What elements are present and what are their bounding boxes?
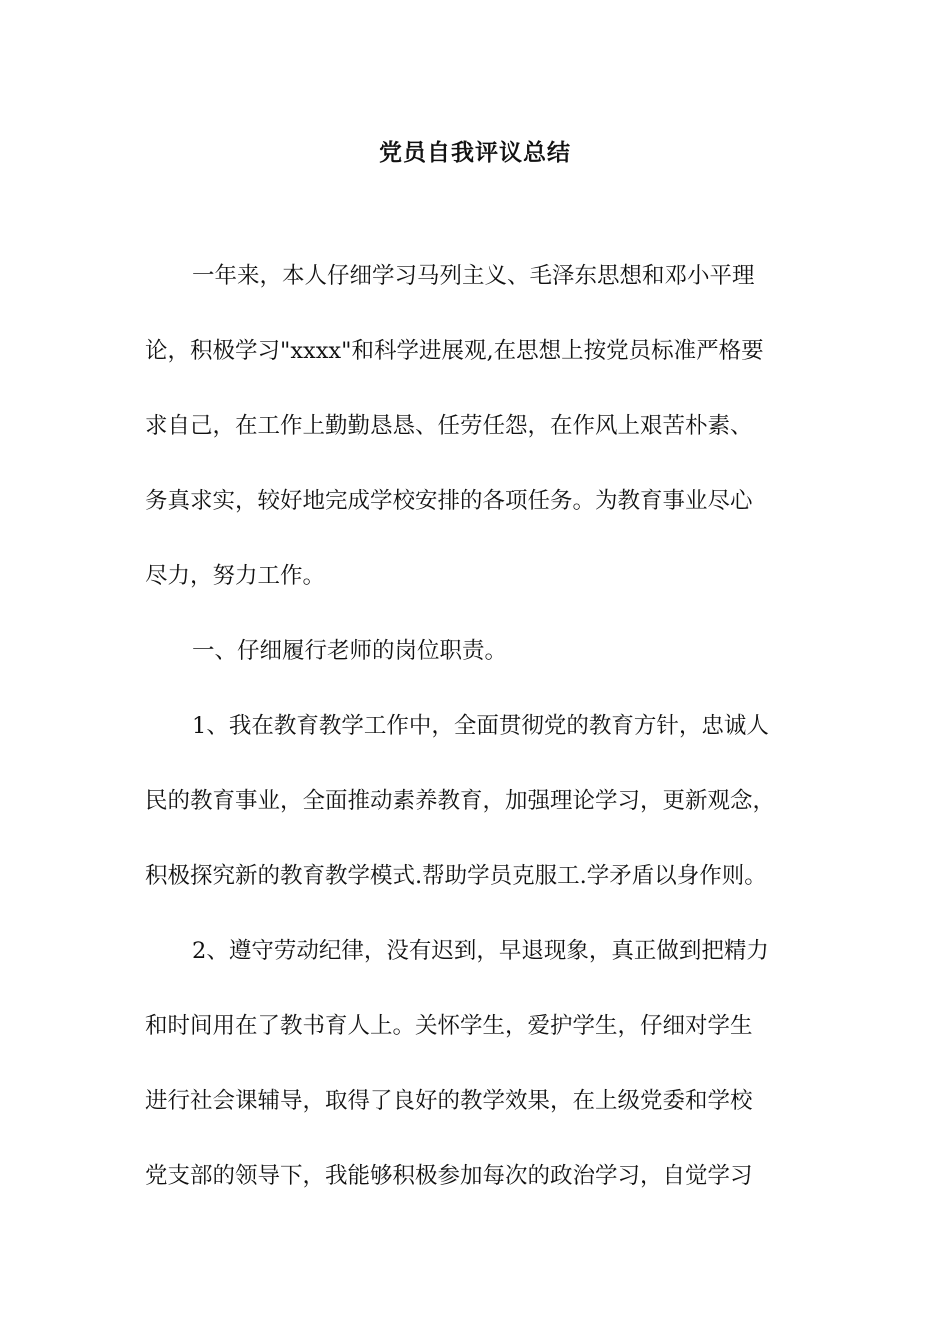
document-body — [145, 254, 825, 1229]
paragraph-line: 论，积极学习"xxxx"和科学进展观,在思想上按党员标准严格要 — [145, 338, 764, 364]
paragraph-line: 进行社会课辅导，取得了良好的教学效果，在上级党委和学校 — [145, 1088, 753, 1114]
paragraph-line: 一年来，本人仔细学习马列主义、毛泽东思想和邓小平理 — [192, 263, 755, 289]
document-title: 党员自我评议总结 — [379, 139, 571, 166]
paragraph-line: 务真求实，较好地完成学校安排的各项任务。为教育事业尽心 — [145, 488, 753, 514]
paragraph-line: 尽力，努力工作。 — [145, 563, 326, 589]
paragraph-line: 2、遵守劳动纪律，没有迟到，早退现象，真正做到把精力 — [192, 938, 769, 964]
paragraph-line: 积极探究新的教育教学模式.帮助学员克服工.学矛盾以身作则。 — [145, 863, 767, 889]
section-heading: 一、仔细履行老师的岗位职责。 — [192, 638, 508, 664]
paragraph-line: 1、我在教育教学工作中，全面贯彻党的教育方针，忠诚人 — [192, 713, 769, 739]
paragraph-line: 求自己，在工作上勤勤恳恳、任劳任怨，在作风上艰苦朴素、 — [145, 413, 753, 439]
paragraph-line: 党支部的领导下，我能够积极参加每次的政治学习，自觉学习 — [145, 1163, 753, 1189]
paragraph-line: 和时间用在了教书育人上。关怀学生，爱护学生，仔细对学生 — [145, 1013, 753, 1039]
paragraph-line: 民的教育事业，全面推动素养教育，加强理论学习，更新观念， — [145, 788, 776, 814]
